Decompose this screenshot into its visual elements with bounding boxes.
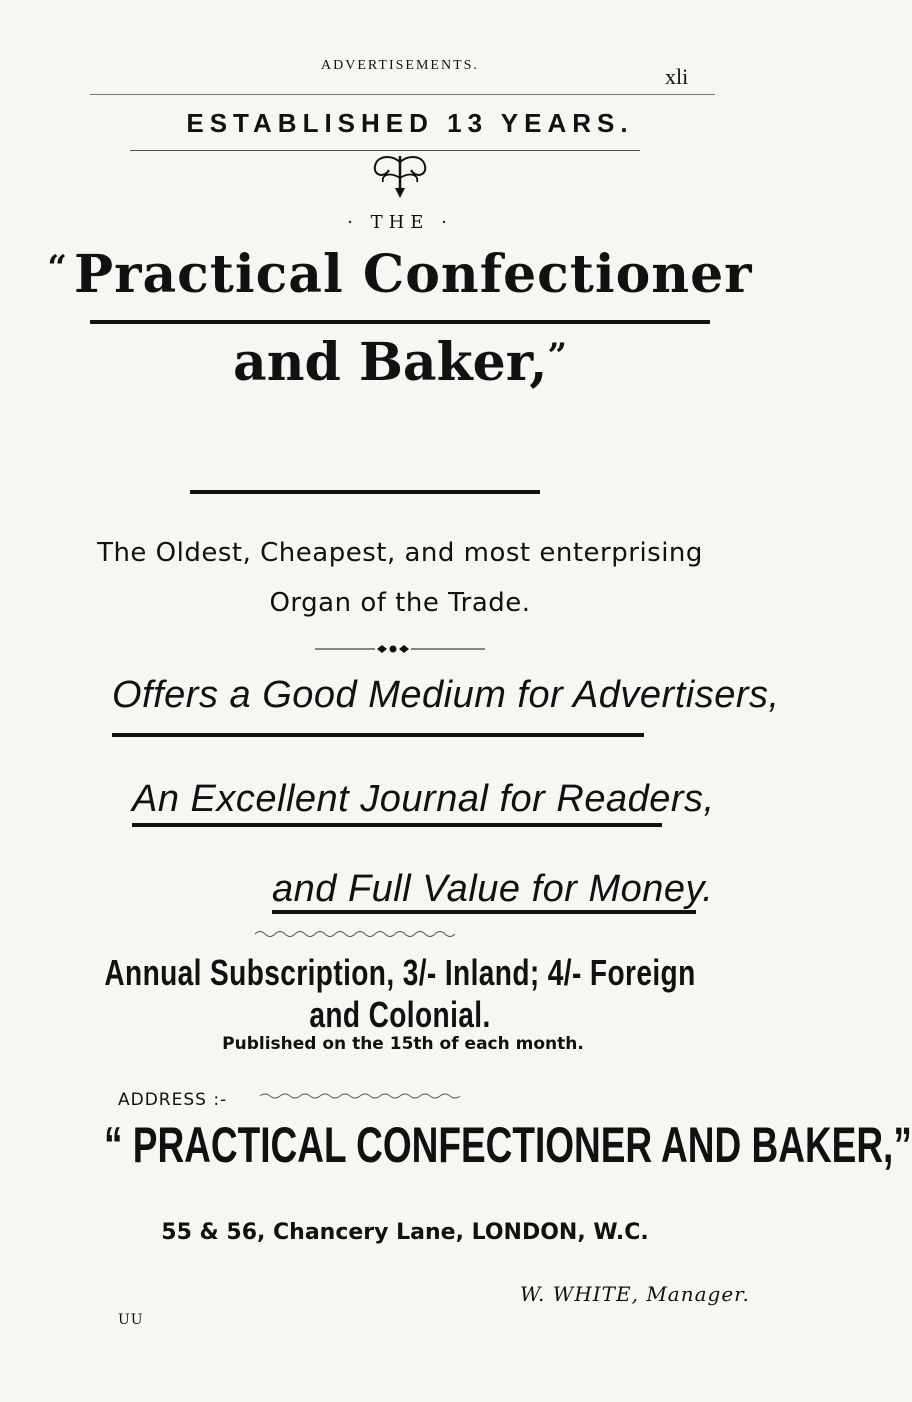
printer-signature: UU bbox=[118, 1312, 144, 1328]
established-banner: ESTABLISHED 13 YEARS. bbox=[186, 108, 634, 138]
wavy-rule-icon bbox=[255, 928, 455, 940]
tagline-line-2: Organ of the Trade. bbox=[269, 588, 531, 618]
street-address: 55 & 56, Chancery Lane, LONDON, W.C. bbox=[161, 1220, 649, 1245]
tagline-line-1: The Oldest, Cheapest, and most enterprising bbox=[97, 538, 703, 568]
title-rule bbox=[90, 320, 710, 324]
title-text-2: and Baker, bbox=[233, 332, 548, 393]
pitch-underline-3 bbox=[272, 910, 696, 914]
pitch-advertisers: Offers a Good Medium for Advertisers, bbox=[112, 674, 780, 716]
tagline bbox=[0, 528, 800, 628]
wavy-rule-icon bbox=[260, 1091, 465, 1101]
pitch-underline-1 bbox=[112, 733, 644, 737]
pitch-underline-2 bbox=[132, 823, 662, 827]
open-quote: “ bbox=[47, 248, 68, 288]
subscription-rates: Annual Subscription, 3/- Inland; 4/- Foreign and Colonial. bbox=[104, 952, 696, 1035]
fleuron-ornament-icon bbox=[355, 152, 445, 202]
journal-title-line-2 bbox=[0, 332, 800, 393]
manager-credit: W. WHITE, Manager. bbox=[520, 1282, 750, 1306]
established-rule bbox=[130, 150, 640, 151]
publisher-name: “ PRACTICAL CONFECTIONER AND BAKER,” bbox=[104, 1117, 912, 1173]
page-number: xli bbox=[665, 64, 689, 89]
pitch-readers: An Excellent Journal for Readers, bbox=[132, 778, 715, 820]
the-heading: · THE · bbox=[347, 212, 453, 233]
diamond-divider-icon bbox=[315, 644, 485, 654]
header-rule bbox=[90, 94, 715, 95]
publication-schedule: Published on the 15th of each month. bbox=[222, 1034, 584, 1054]
journal-title-line-1 bbox=[0, 244, 800, 305]
running-head: ADVERTISEMENTS. bbox=[321, 58, 479, 73]
pitch-value: and Full Value for Money. bbox=[272, 868, 714, 910]
close-quote: ” bbox=[547, 336, 567, 376]
title-text-1: Practical Confectioner bbox=[73, 244, 753, 305]
title-rule-2 bbox=[190, 490, 540, 494]
address-label: ADDRESS :- bbox=[118, 1090, 228, 1110]
